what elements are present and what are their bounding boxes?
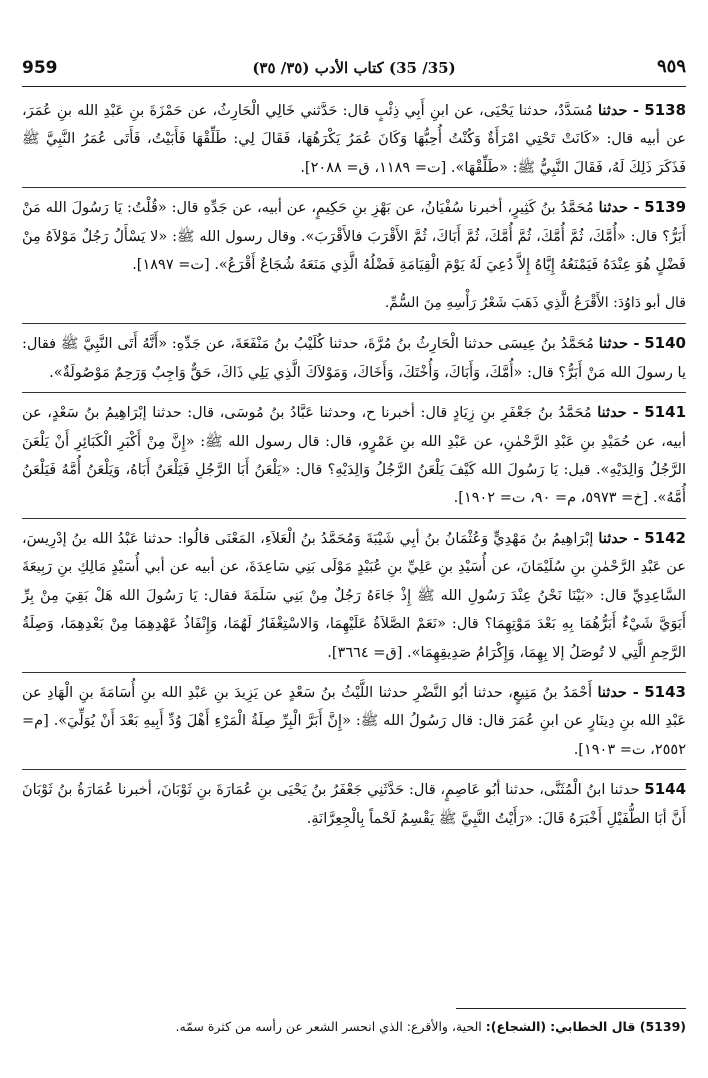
hadith-opener: - حدثنا [598,335,640,353]
hadith-opener: - حدثنا [597,683,639,701]
hadith-text: مُحَمَّدُ بنُ كَثِيرٍ، أخبرنا سُفْيَانُ، عن بَهْزِ بنِ حَكِيمٍ، عن أبيه، عن جَدِّهِ قال: «قُلْتُ: يَا رَسُولَ الله مَنْ أَبَرُّ؟ قال: «أُمَّكَ، ثُمَّ أُمَّكَ، ثُمَّ أُمَّكَ، ثُمَّ أَبَاكَ، ثُمَّ الأَقْرَبَ فالأَقْرَبَ». وقال رسول الله ﷺ: «لا يَسْأَلُ رَجُلٌ مَوْلاَهُ مِنْ فَضْلٍ هُوَ عِنْدَهُ فَيَمْنَعُهُ إِيَّاهُ إِلاَّ دُعِيَ لَهُ يَوْمَ الْقِيَامَةِ فَضْلُهُ الَّذِي مَنَعَهُ شُجَاعٌ أَقْرَعُ». [ت= ١٨٩٧]. [22,200,686,274]
hadith-5140 [22,329,686,393]
footnote-divider [456,1008,686,1009]
hadith-opener: - حدثنا [598,529,640,547]
footnote-term: (الشجاع): [485,1019,547,1034]
hadith-5138 [22,96,686,188]
hadith-text: مُسَدَّدٌ، حدثنا يَحْيَى، عن ابنِ أَبِي ذِئْبٍ قال: حَدَّثني خَالِي الْحَارِثُ، عن حَمْزَةَ بنِ عَبْدِ الله بنِ عُمَرَ، عن أبيه قال: «كَانَتْ تَحْتِي امْرَأَةٌ وَكُنْتُ أُحِبُّهَا وَكَانَ عُمَرُ يَكْرَهُهَا، فَقَالَ لِي: طَلِّقْهَا فَأَبَيْتُ، فَأَتَى عُمَرُ النَّبِيَّ ﷺ فَذَكَرَ ذَلِكَ لَهُ، فَقَالَ النَّبِيُّ ﷺ: «طَلِّقْهَا». [ت= ١١٨٩، ق= ٢٠٨٨]. [22,103,686,176]
footnote-label: (5139) قال الخطابي: [550,1019,686,1034]
hadith-number: 5140 [644,334,686,353]
running-title: (35/ 35) كتاب الأدب (٣٥/ ٣٥) [252,59,456,77]
hadith-number: 5141 [644,403,687,422]
hadith-5139 [22,193,686,284]
hadith-number: 5138 [644,101,687,119]
divider [22,323,686,324]
footnote [22,1016,686,1038]
hadith-text: إبْرَاهِيمُ بنُ مَهْدِيٍّ وَعُثْمَانُ بنُ أبِي شَيْبَةَ وَمُحَمَّدُ بنُ الْعَلاَءِ، المَعْنَى قالُوا: حدثنا عَبْدُ الله بنُ إدْرِيسَ، عن عَبْدِ الرَّحْمٰنِ بنِ سُلَيْمَانَ، عن أُسَيْدِ بنِ عَلِيِّ بنِ عُبَيْدٍ مَوْلَى بَنِي سَاعِدَةَ، عن أبيه عن أبي أُسَيْدٍ مَالِكِ بنِ رَبِيعَةَ السَّاعِدِيِّ قال: «بَيْنَا نَحْنُ عِنْدَ رَسُولِ الله ﷺ إِذْ جَاءَهُ رَجُلٌ مِنْ بَنِي سَلَمَةَ فقال: يَا رَسُولَ الله هَلْ بَقِيَ مِنْ بِرِّ أَبَوَيَّ شَيْءٌ أَبَرُّهُمَا بِهِ بَعْدَ مَوْتِهِمَا؟ قال: «نَعَمْ الصَّلاَةُ عَلَيْهِمَا، وَالاسْتِغْفَارُ لَهُمَا، وَإِنْفَاذُ عَهْدِهِمَا مِنْ بَعْدِهِمَا، وَصِلَةُ الرَّحِمِ الَّتِي لا تُوصَلُ إلا بِهِمَا، وَإِكْرَامُ صَدِيقِهِمَا». [ق= ٣٦٦٤]. [22,530,686,661]
hadith-text: مُحَمَّدُ بنُ عِيسَى حدثنا الْحَارِثُ بنُ مُرَّةَ، حدثنا كُلَيْبُ بنُ مَنْفَعَةَ، عن جَدِّهِ: «أَنَّهُ أَتَى النَّبِيَّ ﷺ فقال: يا رسولَ الله مَنْ أَبَرُّ؟ قال: «أُمَّكَ، وَأَبَاكَ، وَأُخْتَكَ، وَأَخَاكَ، وَمَوْلاَكَ الَّذِي يَلِي ذَاكَ، حَقٌّ وَاجِبٌ وَرَحِمٌ مَوْصُولَةٌ». [22,336,686,381]
hadith-opener: - حدثنا [597,404,639,422]
hadith-number: 5143 [644,682,686,701]
hadith-number: 5144 [644,780,687,799]
hadith-opener: حدثنا [610,782,640,799]
hadith-number: 5142 [644,528,686,547]
hadith-opener: - حدثنا [598,199,640,217]
hadith-opener: - حدثنا [598,102,640,119]
hadith-5142 [22,524,686,673]
hadith-text: أَحْمَدُ بنُ مَنِيعٍ، حدثنا أبُو النَّضْرِ حدثنا اللَّيْثُ بنُ سَعْدٍ عن يَزِيدَ بنِ عَبْدِ الله بنِ أُسَامَةَ بنِ الْهَادِ عن عَبْدِ الله بنِ دِينَارٍ عن ابنِ عُمَرَ قال: قال رَسُولُ الله ﷺ: «إِنَّ أَبَرَّ الْبِرِّ صِلَةُ الْمَرْءِ أَهْلَ وُدِّ أَبِيهِ بَعْدَ أَنْ يُوَلِّيَ». [م= ٢٥٥٢، ت= ١٩٠٣]. [22,684,686,758]
abu-dawud-note: قال أبو دَاوُدَ: الأَقْرَعُ الَّذِي ذَهَبَ شَعْرُ رَأْسِهِ مِنَ السُّمِّ. [384,295,686,312]
page-body [22,96,686,843]
hadith-number: 5139 [644,198,687,217]
hadith-5141 [22,398,686,519]
page-number-latin: 959 [22,58,58,78]
hadith-5144 [22,775,686,838]
hadith-text: مُحَمَّدُ بنُ جَعْفَرِ بنِ زِيَادٍ قال: أخبرنا ح، وحدثنا عَبَّادُ بنُ مُوسَى، قال: حدثنا إبْرَاهِيمُ بنُ سَعْدٍ، عن أبيه، عن حُمَيْدِ بنِ عَبْدِ الرَّحْمٰنِ، عن عَبْدِ الله بنِ عَمْرٍو، قال: قال رسول الله ﷺ: «إِنَّ مِنْ أَكْبَرِ الْكَبَائِرِ أَنْ يَلْعَنَ الرَّجُلُ وَالِدَيْهِ». قيل: يَا رَسُولَ الله كَيْفَ يَلْعَنُ الرَّجُلُ وَالِدَيْهِ؟ قال: «يَلْعَنُ أَبَا الرَّجُلِ فَيَلْعَنُ أَبَاهُ، وَيَلْعَنُ أُمَّهُ فَيَلْعَنُ أُمَّهُ». [خ= ٥٩٧٣، م= ٩٠، ت= ١٩٠٢]. [22,405,686,507]
footnote-text: الحية، والأقرع: الذي انحسر الشعر عن رأسه من كثرة سمّه. [175,1019,482,1034]
hadith-5143 [22,678,686,770]
page-number-arabic: ٩٥٩ [656,56,686,77]
hadith-text: ابنُ الْمُثَنَّى، حدثنا أبُو عَاصِمٍ، قال: حَدَّثَنِي جَعْفَرُ بنُ يَحْيَى بنِ عُمَارَةَ بنِ ثَوْبَانَ، أخبرنا عُمَارَةُ بنُ ثَوْبَانَ أَنَّ أبَا الطُّفَيْلِ أَخْبَرَهُ قَالَ: «رَأَيْتُ النَّبِيَّ ﷺ يَقْسِمُ لَحْماً بِالْجِعِرَّانَةِ. [22,782,686,827]
page-header [22,52,686,87]
